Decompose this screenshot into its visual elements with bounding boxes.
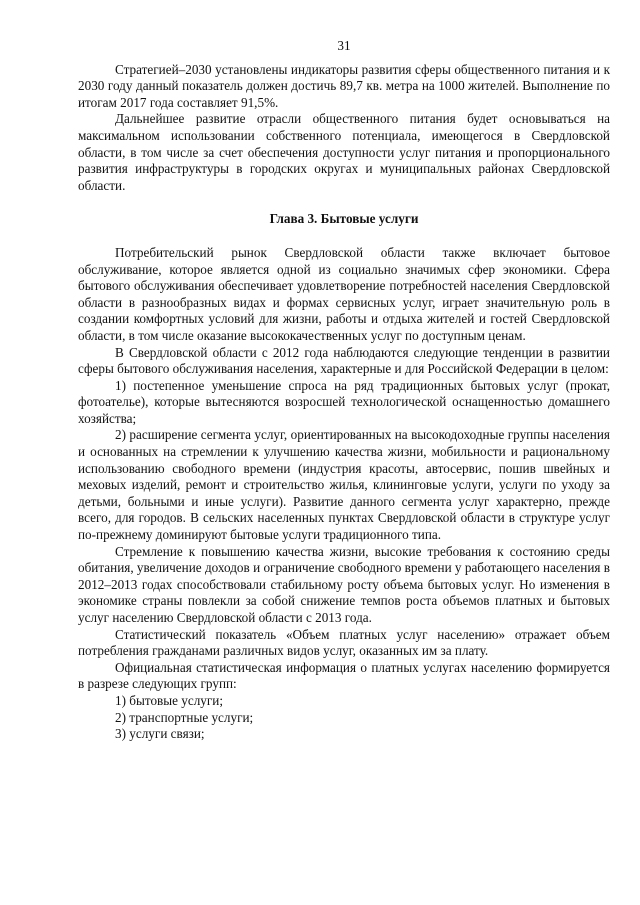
- paragraph-statistical-indicator: Статистический показатель «Объем платных услуг населению» отражает объем потребления гражданами различных видов услуг, оказанных им за плату.: [78, 626, 610, 659]
- chapter-title: Глава 3. Бытовые услуги: [269, 211, 419, 227]
- list-item: 1) бытовые услуги;: [115, 692, 224, 708]
- paragraph-consumer-market: Потребительский рынок Свердловской области также включает бытовое обслуживание, которое является одной из социально значимых сфер экономики. Сфера бытового обслуживания обеспечивает удовлетворение потребностей населения Свердловской области в разнообразных видах и формах сервисных услуг, играет значительную роль в создании комфортных условий для жизни, работы и отдыха жителей и гостей Свердловской области, в том числе оказание высококачественных услуг по доступным ценам.: [78, 244, 610, 343]
- paragraph-trends-intro: В Свердловской области с 2012 года наблюдаются следующие тенденции в развитии сферы бытового обслуживания населения, характерные и для Российской Федерации в целом:: [78, 344, 610, 377]
- paragraph-catering-development: Дальнейшее развитие отрасли общественного питания будет основываться на максимальном использовании собственного потенциала, имеющегося в Свердловской области, в том числе за счет обеспечения доступности услуг питания и пропорционального развития инфраструктуры в городских округах и муниципальных районах Свердловской области.: [78, 111, 610, 193]
- page-number: 31: [337, 38, 351, 53]
- paragraph-trend-1: 1) постепенное уменьшение спроса на ряд традиционных бытовых услуг (прокат, фотоателье), которые вытесняются возросшей технологической оснащенностью домашнего хозяйства;: [78, 377, 610, 426]
- paragraph-strategy-indicators: Стратегией–2030 установлены индикаторы развития сферы общественного питания и к 2030 году данный показатель должен достичь 89,7 кв. метра на 1000 жителей. Выполнение по итогам 2017 года составляет 91,5%.: [78, 61, 610, 110]
- document-page: [78, 38, 610, 743]
- list-item: 3) услуги связи;: [115, 726, 205, 742]
- list-item: 2) транспортные услуги;: [115, 709, 254, 725]
- paragraph-quality-of-life: Стремление к повышению качества жизни, высокие требования к состоянию среды обитания, увеличение доходов и ограничение свободного времени у работающего населения в 2012–2013 годах способствовали стабильному росту объема бытовых услуг. Но изменения в экономике страны повлекли за собой снижение темпов роста объемов платных и бытовых услуг населению Свердловской области с 2013 года.: [78, 543, 610, 625]
- paragraph-trend-2: 2) расширение сегмента услуг, ориентированных на высокодоходные группы населения и основанных на стремлении к улучшению качества жизни, мобильности и рациональному использованию свободного времени (индустрия красоты, автосервис, пошив швейных и меховых изделий, ремонт и строительство жилья, клининговые услуги, услуги по уходу за детьми, больными и иные услуги). Развитие данного сегмента услуг характерно, прежде всего, для городов. В сельских населенных пунктах Свердловской области в структуре услуг по-прежнему доминируют бытовые услуги традиционного типа.: [78, 427, 610, 543]
- paragraph-official-statistics: Официальная статистическая информация о платных услугах населению формируется в разрезе следующих групп:: [78, 659, 610, 692]
